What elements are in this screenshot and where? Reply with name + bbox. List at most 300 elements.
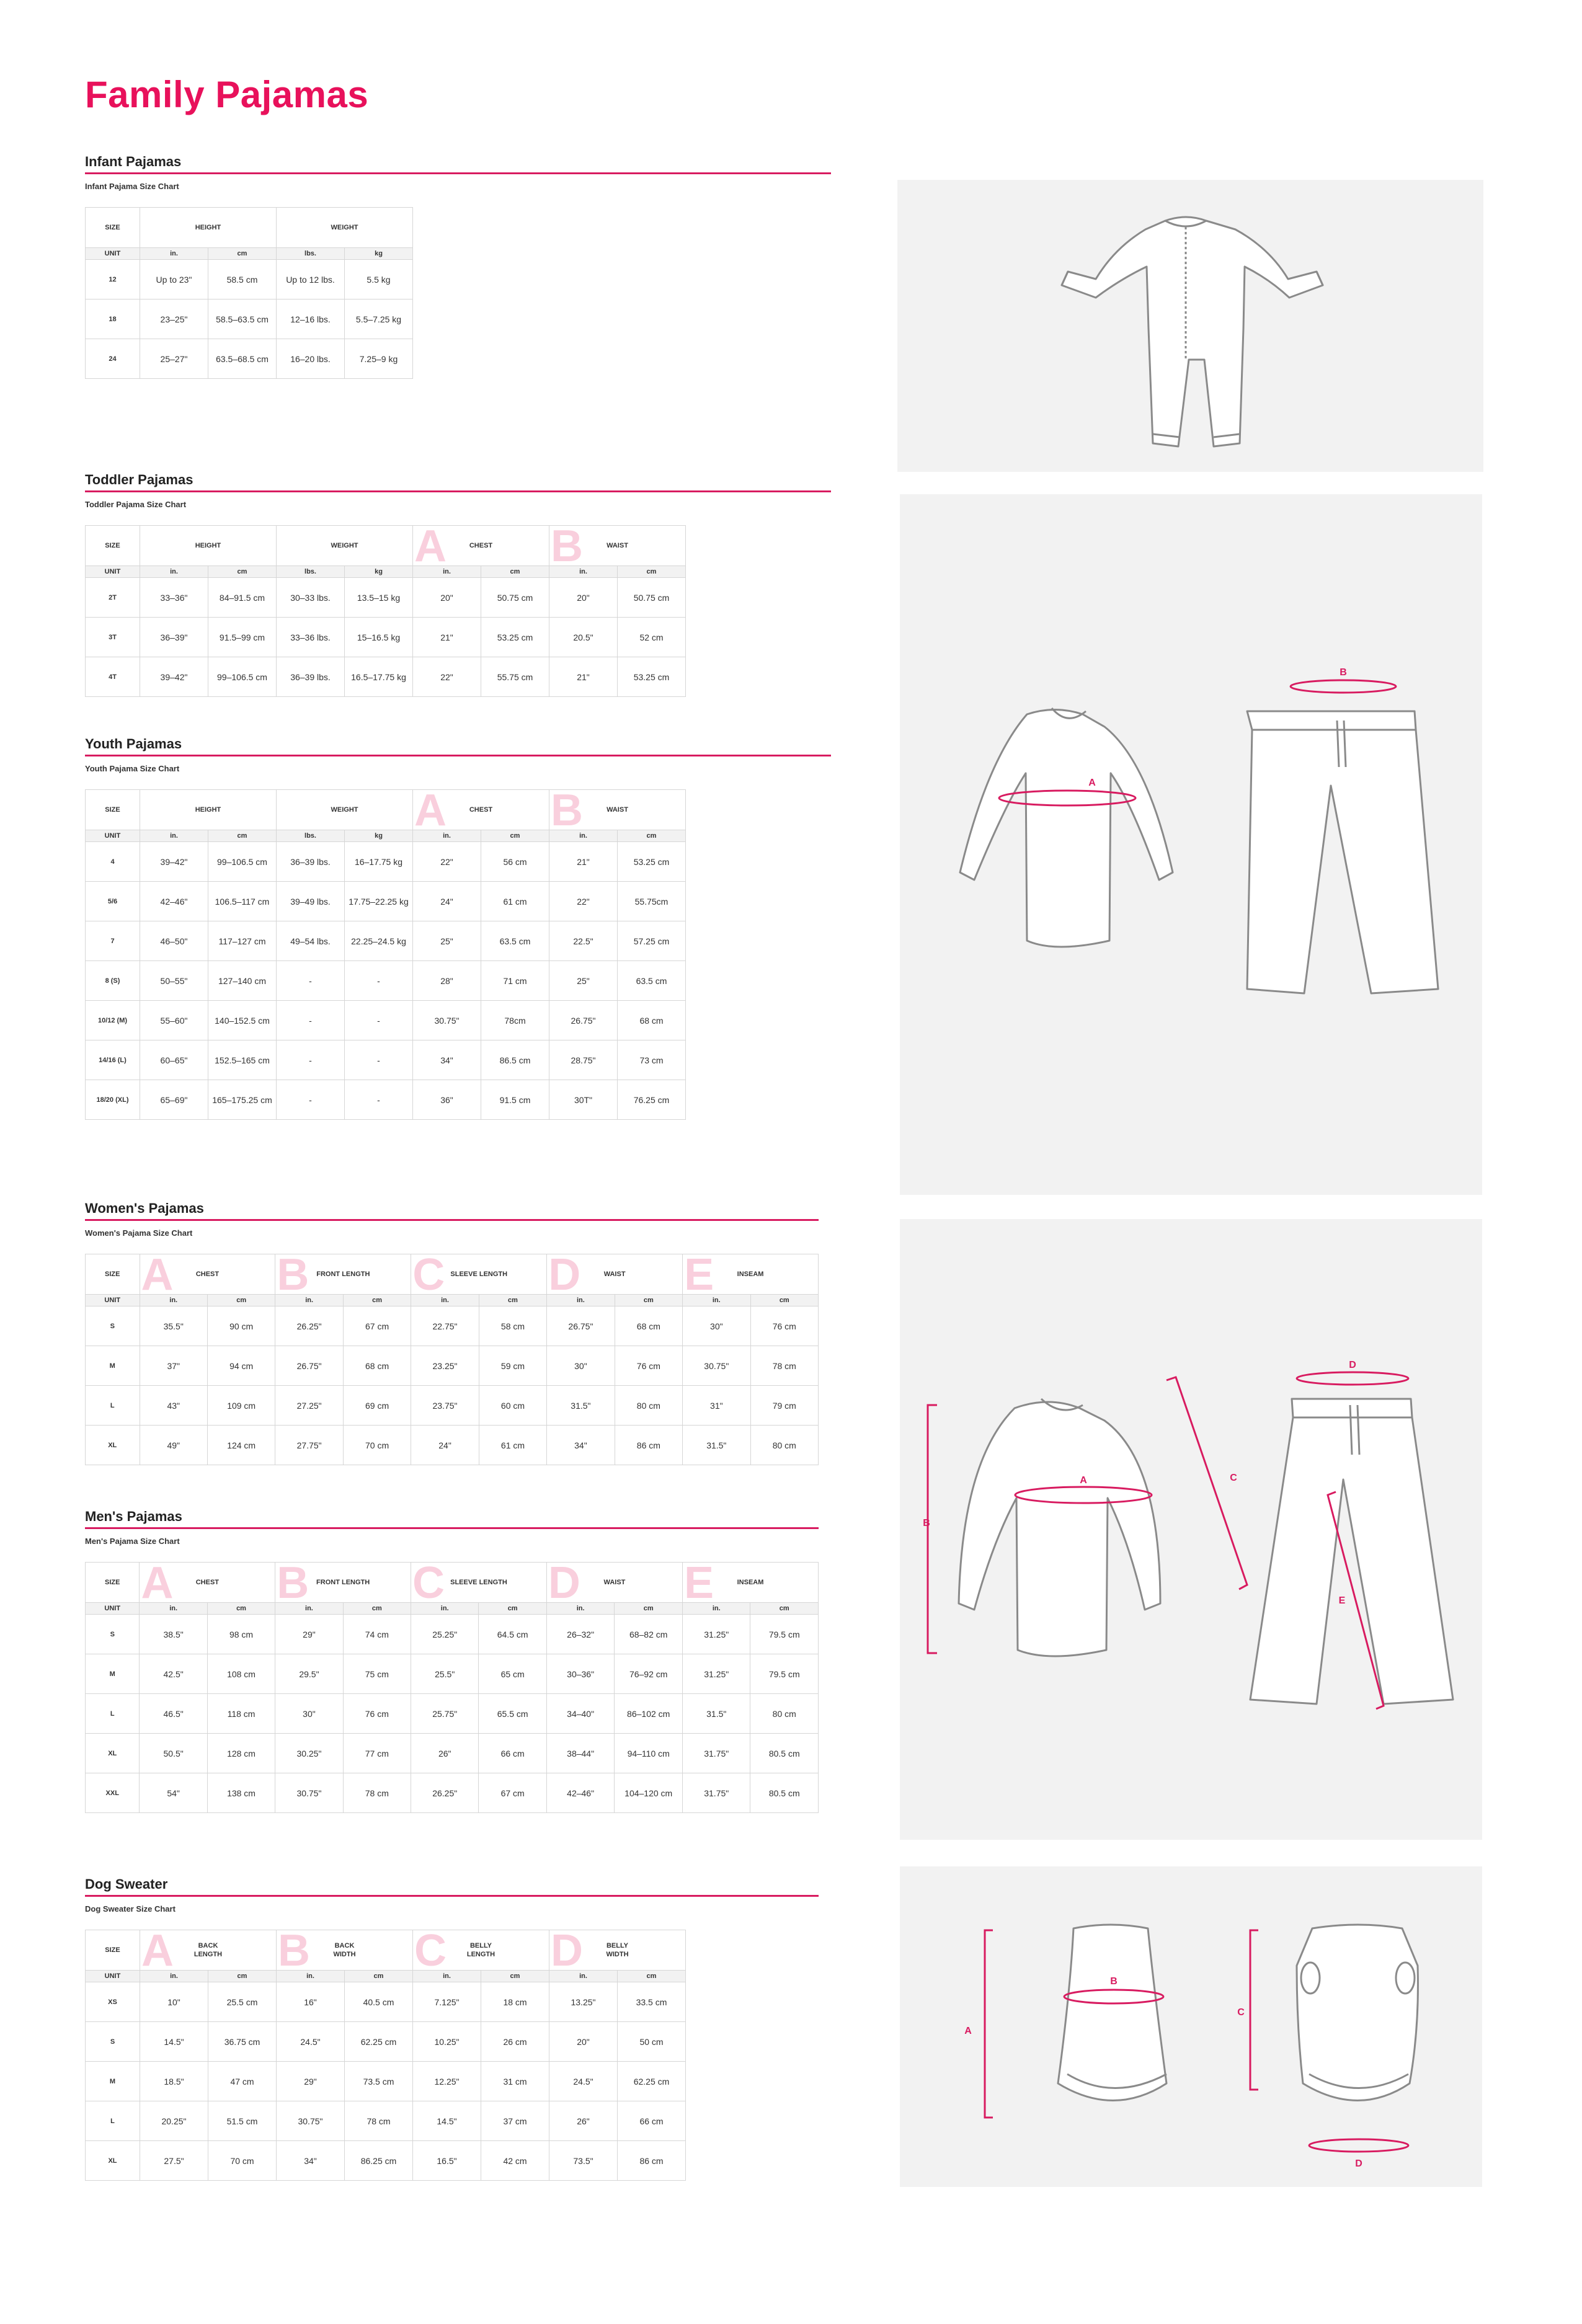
table-cell: 30.75": [275, 1773, 343, 1813]
measurement-letter: B: [278, 1930, 310, 1971]
table-cell: 60 cm: [479, 1386, 546, 1426]
table-cell: 13.5–15 kg: [345, 578, 413, 618]
unit-cell: cm: [615, 1603, 683, 1615]
column-header-label: SLEEVE LENGTH: [450, 1579, 507, 1586]
measurement-letter: D: [551, 1930, 583, 1971]
table-cell: 31.25": [683, 1654, 750, 1694]
column-header-label: SIZE: [105, 542, 120, 549]
unit-cell: in.: [546, 1603, 614, 1615]
unit-cell: cm: [343, 1603, 411, 1615]
table-cell: 7.125": [413, 1982, 481, 2022]
unit-cell: in.: [683, 1603, 750, 1615]
table-cell: 17.75–22.25 kg: [345, 882, 413, 921]
table-cell: 71 cm: [481, 961, 549, 1001]
unit-cell: in.: [140, 248, 208, 260]
table-cell: 49": [140, 1426, 207, 1465]
unit-cell: cm: [479, 1603, 546, 1615]
table-cell: 53.25 cm: [618, 657, 686, 697]
table-cell: 63.5–68.5 cm: [208, 339, 277, 379]
measurement-letter: C: [414, 1930, 447, 1971]
unit-cell: in.: [549, 566, 618, 578]
section-rule: [85, 1527, 819, 1529]
table-cell: -: [345, 1001, 413, 1040]
table-cell: 23.75": [411, 1386, 479, 1426]
table-cell: 31.5": [547, 1386, 615, 1426]
column-header-label: SLEEVE LENGTH: [450, 1271, 508, 1278]
table-cell: 70 cm: [208, 2141, 277, 2181]
size-chart-table: [85, 207, 413, 379]
table-cell: 20": [549, 578, 618, 618]
table-cell: 23.25": [411, 1346, 479, 1386]
table-row: [86, 1040, 686, 1080]
unit-cell: in.: [683, 1295, 750, 1306]
unit-cell: cm: [481, 1971, 549, 1982]
table-cell: 42–46": [140, 882, 208, 921]
unit-cell: in.: [413, 1971, 481, 1982]
table-cell: 80.5 cm: [750, 1734, 819, 1773]
table-cell: 76–92 cm: [615, 1654, 683, 1694]
table-cell: 86 cm: [615, 1426, 682, 1465]
unit-cell: UNIT: [86, 1295, 140, 1306]
section-subtitle: Toddler Pajama Size Chart: [85, 500, 187, 509]
table-cell: 22.75": [411, 1306, 479, 1346]
table-cell: 73.5": [549, 2141, 618, 2181]
unit-cell: UNIT: [86, 830, 140, 842]
column-header: [86, 790, 140, 830]
column-header-label: BACK LENGTH: [193, 1942, 223, 1958]
table-cell: 68 cm: [618, 1001, 686, 1040]
table-cell: 80.5 cm: [750, 1773, 819, 1813]
table-row: [86, 921, 686, 961]
unit-cell: cm: [345, 1971, 413, 1982]
table-cell: 31.5": [683, 1426, 750, 1465]
table-cell: 30": [683, 1306, 750, 1346]
column-header-label: BELLY LENGTH: [466, 1942, 495, 1958]
header-row: [86, 1254, 819, 1295]
table-cell: 42.5": [140, 1654, 207, 1694]
table-cell: 106.5–117 cm: [208, 882, 277, 921]
column-header-label: CHEST: [195, 1579, 219, 1586]
size-cell: L: [86, 1694, 140, 1734]
table-cell: 20": [549, 2022, 618, 2062]
section-subtitle: Youth Pajama Size Chart: [85, 764, 180, 773]
table-cell: 22": [549, 882, 618, 921]
adult-label-e: E: [1338, 1595, 1346, 1606]
unit-cell: in.: [140, 1295, 207, 1306]
measurement-letter: B: [551, 789, 583, 830]
table-row: [86, 2141, 686, 2181]
table-cell: 7.25–9 kg: [345, 339, 413, 379]
unit-row: [86, 1971, 686, 1982]
size-cell: 8 (S): [86, 961, 140, 1001]
table-cell: 50–55": [140, 961, 208, 1001]
section-title: Infant Pajamas: [85, 154, 182, 169]
section-rule: [85, 1895, 819, 1897]
table-cell: 43": [140, 1386, 207, 1426]
column-header: [546, 1563, 682, 1603]
table-cell: 27.5": [140, 2141, 208, 2181]
size-cell: S: [86, 2022, 140, 2062]
table-cell: 55–60": [140, 1001, 208, 1040]
measurement-letter: C: [412, 1562, 445, 1603]
table-row: [86, 1426, 819, 1465]
size-cell: XL: [86, 1426, 140, 1465]
column-header-label: FRONT LENGTH: [316, 1271, 370, 1278]
table-cell: 26.75": [275, 1346, 343, 1386]
unit-cell: cm: [208, 1971, 277, 1982]
table-cell: 16–20 lbs.: [277, 339, 345, 379]
column-header-label: INSEAM: [737, 1271, 764, 1278]
column-header: [140, 790, 277, 830]
table-cell: 27.75": [275, 1426, 343, 1465]
table-cell: 10": [140, 1982, 208, 2022]
table-cell: 49–54 lbs.: [277, 921, 345, 961]
table-cell: 16.5": [413, 2141, 481, 2181]
unit-cell: in.: [275, 1295, 343, 1306]
table-cell: 31": [683, 1386, 750, 1426]
measurement-letter: D: [548, 1254, 581, 1295]
table-cell: 24.5": [549, 2062, 618, 2101]
column-header: [683, 1563, 819, 1603]
table-cell: 42–46": [546, 1773, 614, 1813]
table-cell: 74 cm: [343, 1615, 411, 1654]
table-cell: 31.5": [683, 1694, 750, 1734]
table-cell: 98 cm: [207, 1615, 275, 1654]
table-cell: 59 cm: [479, 1346, 546, 1386]
table-cell: 54": [140, 1773, 207, 1813]
table-row: [86, 1306, 819, 1346]
section-rule: [85, 1219, 819, 1221]
infant-diagram-panel: [897, 180, 1483, 472]
size-cell: 2T: [86, 578, 140, 618]
measurement-letter: B: [277, 1254, 309, 1295]
table-cell: 34": [277, 2141, 345, 2181]
table-cell: 26 cm: [481, 2022, 549, 2062]
measurement-letter: A: [414, 525, 447, 566]
table-cell: 14.5": [413, 2101, 481, 2141]
unit-row: [86, 566, 686, 578]
table-row: [86, 1346, 819, 1386]
table-cell: 30.75": [277, 2101, 345, 2141]
table-cell: 22": [413, 657, 481, 697]
table-cell: 28": [413, 961, 481, 1001]
column-header: [86, 1563, 140, 1603]
table-cell: -: [277, 1080, 345, 1120]
unit-cell: cm: [618, 566, 686, 578]
table-cell: 56 cm: [481, 842, 549, 882]
column-header: [277, 1930, 413, 1971]
table-cell: 30": [547, 1346, 615, 1386]
column-header: [140, 1563, 275, 1603]
table-cell: 39–42": [140, 842, 208, 882]
size-cell: XL: [86, 2141, 140, 2181]
table-cell: 23–25": [140, 299, 208, 339]
column-header: [275, 1254, 411, 1295]
table-cell: 78 cm: [750, 1346, 818, 1386]
table-cell: 94 cm: [207, 1346, 275, 1386]
table-cell: 118 cm: [207, 1694, 275, 1734]
unit-cell: cm: [618, 1971, 686, 1982]
table-cell: 18 cm: [481, 1982, 549, 2022]
table-cell: 30": [275, 1694, 343, 1734]
size-cell: 5/6: [86, 882, 140, 921]
table-cell: 80 cm: [750, 1694, 819, 1734]
unit-row: [86, 1603, 819, 1615]
size-cell: 18/20 (XL): [86, 1080, 140, 1120]
column-header: [413, 790, 549, 830]
infant-onesie-illustration: [897, 180, 1483, 472]
table-cell: 25.25": [411, 1615, 479, 1654]
table-cell: 24": [411, 1426, 479, 1465]
table-cell: 26": [549, 2101, 618, 2141]
section-subtitle: Infant Pajama Size Chart: [85, 182, 179, 191]
table-cell: 78 cm: [343, 1773, 411, 1813]
table-cell: 5.5–7.25 kg: [345, 299, 413, 339]
unit-cell: UNIT: [86, 1603, 140, 1615]
table-cell: 34": [547, 1426, 615, 1465]
table-cell: 99–106.5 cm: [208, 657, 277, 697]
table-row: [86, 2022, 686, 2062]
column-header-label: HEIGHT: [195, 224, 221, 231]
table-cell: 68–82 cm: [615, 1615, 683, 1654]
table-cell: 35.5": [140, 1306, 207, 1346]
table-cell: 27.25": [275, 1386, 343, 1426]
table-row: [86, 2101, 686, 2141]
measurement-letter: A: [414, 789, 447, 830]
table-row: [86, 882, 686, 921]
table-cell: 76 cm: [343, 1694, 411, 1734]
size-cell: M: [86, 1654, 140, 1694]
table-row: [86, 842, 686, 882]
size-cell: 10/12 (M): [86, 1001, 140, 1040]
table-cell: 91.5–99 cm: [208, 618, 277, 657]
section-women: [85, 1199, 819, 1465]
table-cell: 58 cm: [479, 1306, 546, 1346]
section-title: Toddler Pajamas: [85, 472, 193, 487]
section-subtitle: Men's Pajama Size Chart: [85, 1537, 180, 1546]
table-cell: 68 cm: [343, 1346, 411, 1386]
size-cell: 4T: [86, 657, 140, 697]
unit-row: [86, 248, 413, 260]
section-subtitle: Women's Pajama Size Chart: [85, 1228, 193, 1238]
table-cell: -: [345, 1080, 413, 1120]
table-cell: 22.5": [549, 921, 618, 961]
table-row: [86, 1773, 819, 1813]
column-header-label: CHEST: [195, 1271, 220, 1278]
column-header: [413, 526, 549, 566]
size-cell: L: [86, 2101, 140, 2141]
table-cell: 30.75": [683, 1346, 750, 1386]
table-cell: 57.25 cm: [618, 921, 686, 961]
measurement-letter: B: [551, 525, 583, 566]
table-cell: 78cm: [481, 1001, 549, 1040]
measurement-letter: A: [141, 1930, 174, 1971]
unit-cell: cm: [479, 1295, 546, 1306]
dog-label-c: C: [1237, 2007, 1245, 2018]
column-header-label: WAIST: [603, 1579, 626, 1586]
column-header-label: WEIGHT: [331, 542, 358, 549]
measurement-letter: E: [684, 1254, 714, 1295]
unit-cell: in.: [140, 830, 208, 842]
size-chart-table: [85, 1562, 819, 1813]
table-cell: 30.25": [275, 1734, 343, 1773]
table-cell: 99–106.5 cm: [208, 842, 277, 882]
column-header: [411, 1254, 547, 1295]
unit-cell: in.: [277, 1971, 345, 1982]
section-title: Women's Pajamas: [85, 1200, 204, 1216]
table-cell: 78 cm: [345, 2101, 413, 2141]
table-cell: 34–40": [546, 1694, 614, 1734]
unit-cell: cm: [208, 248, 277, 260]
table-cell: 30T": [549, 1080, 618, 1120]
table-cell: 26.25": [411, 1773, 479, 1813]
table-cell: 58.5–63.5 cm: [208, 299, 277, 339]
table-cell: 20": [413, 578, 481, 618]
table-cell: 84–91.5 cm: [208, 578, 277, 618]
table-cell: 26–32": [546, 1615, 614, 1654]
table-cell: 53.25 cm: [481, 618, 549, 657]
section-men: [85, 1507, 819, 1813]
column-header-label: SIZE: [105, 224, 120, 231]
size-chart-table: [85, 1254, 819, 1465]
size-chart-table: [85, 1930, 686, 2181]
table-row: [86, 339, 413, 379]
column-header: [140, 208, 277, 248]
table-cell: 21": [413, 618, 481, 657]
table-row: [86, 1615, 819, 1654]
unit-cell: cm: [750, 1603, 819, 1615]
section-dog: [85, 1875, 819, 2181]
dog-label-b: B: [1110, 1976, 1118, 1987]
unit-cell: in.: [411, 1603, 479, 1615]
table-cell: 26": [411, 1734, 479, 1773]
size-chart-table: [85, 525, 686, 697]
table-cell: 64.5 cm: [479, 1615, 546, 1654]
table-cell: 36–39": [140, 618, 208, 657]
table-cell: 31.75": [683, 1734, 750, 1773]
table-cell: 46.5": [140, 1694, 207, 1734]
table-cell: 63.5 cm: [618, 961, 686, 1001]
table-cell: 24": [413, 882, 481, 921]
column-header-label: BACK WIDTH: [333, 1942, 356, 1958]
table-cell: -: [277, 961, 345, 1001]
table-cell: 30–33 lbs.: [277, 578, 345, 618]
table-cell: Up to 23": [140, 260, 208, 299]
header-row: [86, 790, 686, 830]
table-cell: 26.75": [547, 1306, 615, 1346]
unit-cell: cm: [207, 1295, 275, 1306]
unit-cell: in.: [411, 1295, 479, 1306]
table-cell: 39–49 lbs.: [277, 882, 345, 921]
section-rule: [85, 172, 831, 174]
unit-cell: in.: [140, 566, 208, 578]
table-cell: 69 cm: [343, 1386, 411, 1426]
table-cell: 46–50": [140, 921, 208, 961]
table-cell: 25": [413, 921, 481, 961]
adult-diagram-panel: [900, 1219, 1482, 1840]
table-row: [86, 1654, 819, 1694]
measurement-letter: C: [412, 1254, 445, 1295]
column-header-label: SIZE: [105, 1946, 120, 1954]
table-cell: 40.5 cm: [345, 1982, 413, 2022]
table-row: [86, 260, 413, 299]
table-cell: 86.5 cm: [481, 1040, 549, 1080]
table-cell: 79 cm: [750, 1386, 818, 1426]
table-cell: 36": [413, 1080, 481, 1120]
size-cell: M: [86, 2062, 140, 2101]
section-rule: [85, 755, 831, 756]
column-header-label: WEIGHT: [331, 806, 358, 814]
column-header: [413, 1930, 549, 1971]
column-header-label: WAIST: [607, 806, 628, 814]
table-cell: 38–44": [546, 1734, 614, 1773]
table-cell: 25–27": [140, 339, 208, 379]
column-header-label: CHEST: [469, 542, 493, 549]
column-header: [549, 790, 686, 830]
column-header: [86, 208, 140, 248]
table-cell: 52 cm: [618, 618, 686, 657]
column-header: [549, 526, 686, 566]
column-header-label: SIZE: [105, 1271, 120, 1278]
table-cell: 90 cm: [207, 1306, 275, 1346]
table-cell: 25.5": [411, 1654, 479, 1694]
unit-cell: cm: [481, 830, 549, 842]
table-cell: 53.25 cm: [618, 842, 686, 882]
section-youth: [85, 735, 831, 1120]
adult-label-d: D: [1349, 1360, 1356, 1370]
header-row: [86, 1563, 819, 1603]
column-header: [547, 1254, 683, 1295]
table-cell: 124 cm: [207, 1426, 275, 1465]
table-cell: 58.5 cm: [208, 260, 277, 299]
table-row: [86, 1001, 686, 1040]
section-title: Men's Pajamas: [85, 1509, 182, 1524]
table-cell: 37 cm: [481, 2101, 549, 2141]
table-cell: 138 cm: [207, 1773, 275, 1813]
table-cell: 22": [413, 842, 481, 882]
table-cell: 24.5": [277, 2022, 345, 2062]
table-cell: 22.25–24.5 kg: [345, 921, 413, 961]
table-cell: 63.5 cm: [481, 921, 549, 961]
table-cell: 36–39 lbs.: [277, 842, 345, 882]
unit-cell: UNIT: [86, 248, 140, 260]
table-cell: 62.25 cm: [618, 2062, 686, 2101]
adult-label-c: C: [1230, 1473, 1237, 1483]
page-title: Family Pajamas: [85, 74, 369, 115]
column-header-label: HEIGHT: [195, 806, 221, 814]
table-cell: 47 cm: [208, 2062, 277, 2101]
unit-cell: in.: [140, 1971, 208, 1982]
kids-label-b: B: [1340, 667, 1347, 678]
table-cell: 61 cm: [481, 882, 549, 921]
column-header: [275, 1563, 411, 1603]
table-cell: 13.25": [549, 1982, 618, 2022]
table-cell: -: [345, 1040, 413, 1080]
table-cell: -: [277, 1001, 345, 1040]
table-cell: 36.75 cm: [208, 2022, 277, 2062]
table-cell: 33–36 lbs.: [277, 618, 345, 657]
unit-cell: in.: [275, 1603, 343, 1615]
column-header: [140, 526, 277, 566]
column-header: [86, 526, 140, 566]
table-cell: 68 cm: [615, 1306, 682, 1346]
table-cell: 66 cm: [618, 2101, 686, 2141]
size-chart-table: [85, 789, 686, 1120]
table-cell: 31 cm: [481, 2062, 549, 2101]
unit-cell: cm: [343, 1295, 411, 1306]
table-cell: 21": [549, 842, 618, 882]
table-cell: 51.5 cm: [208, 2101, 277, 2141]
